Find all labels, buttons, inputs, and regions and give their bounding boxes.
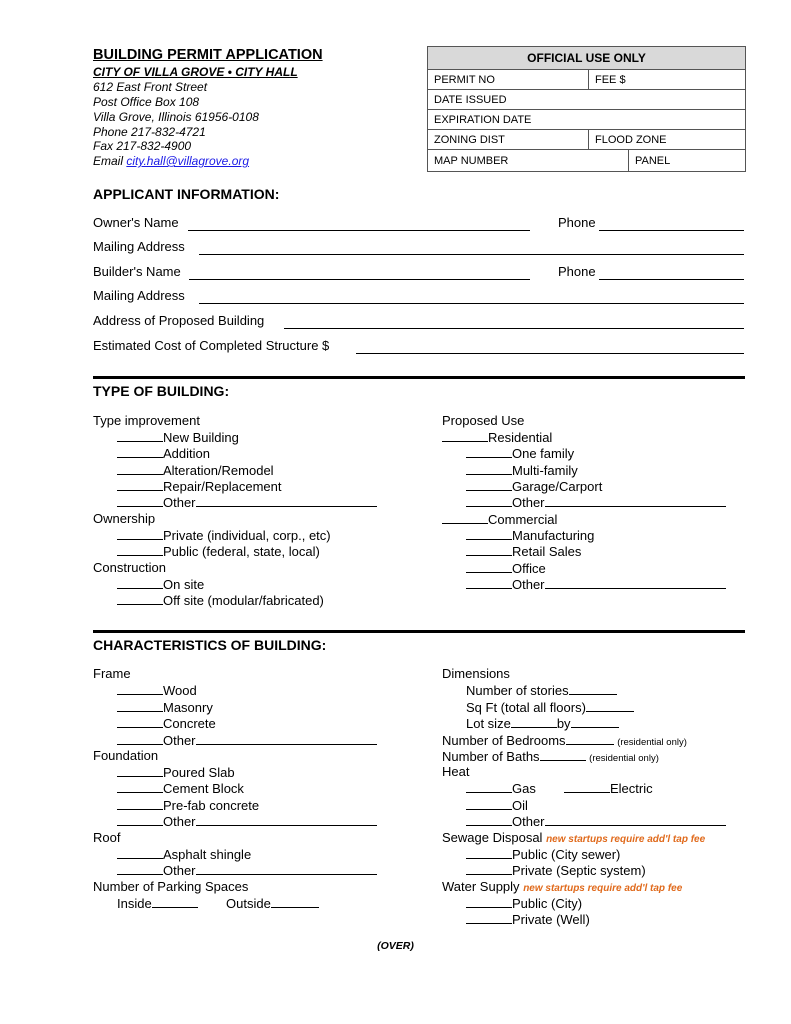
ownership-label: Ownership bbox=[93, 511, 156, 526]
city-state-zip: Villa Grove, Illinois 61956-0108 bbox=[93, 110, 259, 124]
wood-option[interactable]: Wood bbox=[117, 682, 197, 699]
garage-option[interactable]: Garage/Carport bbox=[466, 478, 602, 495]
commercial-option[interactable]: Commercial bbox=[442, 511, 557, 528]
heat-label: Heat bbox=[442, 764, 470, 779]
official-row-zoning bbox=[428, 129, 745, 150]
lot-size-field[interactable]: Lot size by bbox=[466, 715, 619, 732]
builder-phone-input[interactable] bbox=[599, 279, 744, 280]
applicant-info-heading: APPLICANT INFORMATION: bbox=[93, 186, 280, 202]
dimensions-label: Dimensions bbox=[442, 666, 510, 681]
owner-mailing-input[interactable] bbox=[199, 254, 744, 255]
residential-other-option[interactable]: Other bbox=[466, 494, 726, 511]
sewage-disposal-label: Sewage Disposal new startups require add'l tap fee bbox=[442, 830, 706, 845]
foundation-label: Foundation bbox=[93, 748, 159, 763]
phone-number: Phone 217-832-4721 bbox=[93, 125, 206, 139]
one-family-option[interactable]: One family bbox=[466, 445, 574, 462]
baths-field[interactable]: Number of Baths (residential only) bbox=[442, 749, 659, 764]
city-sewer-option[interactable]: Public (City sewer) bbox=[466, 846, 620, 863]
stories-field[interactable]: Number of stories bbox=[466, 682, 617, 699]
alteration-option[interactable]: Alteration/Remodel bbox=[117, 462, 274, 479]
fax-number: Fax 217-832-4900 bbox=[93, 139, 192, 153]
concrete-option[interactable]: Concrete bbox=[117, 715, 216, 732]
builder-phone-label: Phone bbox=[558, 264, 596, 279]
asphalt-shingle-option[interactable]: Asphalt shingle bbox=[117, 846, 251, 863]
official-row-map bbox=[428, 149, 745, 172]
roof-other-option[interactable]: Other bbox=[117, 862, 377, 879]
flood-zone-field[interactable]: FLOOD ZONE bbox=[588, 130, 745, 150]
proposed-address-label: Address of Proposed Building bbox=[93, 313, 265, 328]
retail-sales-option[interactable]: Retail Sales bbox=[466, 543, 581, 560]
water-supply-label: Water Supply new startups require add'l tap fee bbox=[442, 879, 683, 894]
proposed-use-label: Proposed Use bbox=[442, 413, 525, 428]
manufacturing-option[interactable]: Manufacturing bbox=[466, 527, 594, 544]
public-ownership-option[interactable]: Public (federal, state, local) bbox=[117, 543, 320, 560]
official-use-box bbox=[427, 46, 746, 172]
office-option[interactable]: Office bbox=[466, 560, 546, 577]
poured-slab-option[interactable]: Poured Slab bbox=[117, 764, 235, 781]
zoning-dist-field[interactable]: ZONING DIST bbox=[434, 134, 505, 146]
permit-no-field[interactable]: PERMIT NO bbox=[434, 74, 495, 86]
official-use-title: OFFICIAL USE ONLY bbox=[428, 47, 745, 69]
parking-outside-field[interactable]: Outside bbox=[226, 895, 319, 912]
sqft-field[interactable]: Sq Ft (total all floors) bbox=[466, 699, 634, 716]
owner-name-label: Owner's Name bbox=[93, 215, 179, 230]
foundation-other-option[interactable]: Other bbox=[117, 813, 377, 830]
addition-option[interactable]: Addition bbox=[117, 445, 210, 462]
cement-block-option[interactable]: Cement Block bbox=[117, 780, 244, 797]
date-issued-field[interactable]: DATE ISSUED bbox=[434, 94, 507, 106]
section-divider bbox=[93, 630, 745, 633]
private-ownership-option[interactable]: Private (individual, corp., etc) bbox=[117, 527, 331, 544]
multi-family-option[interactable]: Multi-family bbox=[466, 462, 578, 479]
estimated-cost-input[interactable] bbox=[356, 353, 744, 354]
form-title: BUILDING PERMIT APPLICATION bbox=[93, 47, 323, 63]
fee-field[interactable]: FEE $ bbox=[588, 70, 745, 90]
owner-mailing-label: Mailing Address bbox=[93, 239, 185, 254]
frame-other-option[interactable]: Other bbox=[117, 732, 377, 749]
commercial-other-option[interactable]: Other bbox=[466, 576, 726, 593]
builder-name-input[interactable] bbox=[189, 279, 530, 280]
heat-other-option[interactable]: Other bbox=[466, 813, 726, 830]
section-divider bbox=[93, 376, 745, 379]
email-link[interactable]: city.hall@villagrove.org bbox=[126, 154, 250, 168]
parking-inside-field[interactable]: Inside bbox=[117, 895, 198, 912]
map-number-field[interactable]: MAP NUMBER bbox=[434, 155, 509, 167]
repair-option[interactable]: Repair/Replacement bbox=[117, 478, 282, 495]
email-line bbox=[93, 154, 249, 169]
characteristics-heading: CHARACTERISTICS OF BUILDING: bbox=[93, 637, 327, 653]
expiration-date-field[interactable]: EXPIRATION DATE bbox=[434, 114, 532, 126]
construction-label: Construction bbox=[93, 560, 166, 575]
panel-field[interactable]: PANEL bbox=[628, 150, 745, 172]
sewage-tap-fee-note: new startups require add'l tap fee bbox=[546, 834, 706, 845]
builder-mailing-input[interactable] bbox=[199, 303, 744, 304]
onsite-option[interactable]: On site bbox=[117, 576, 204, 593]
street-address: 612 East Front Street bbox=[93, 80, 208, 94]
estimated-cost-label: Estimated Cost of Completed Structure $ bbox=[93, 338, 330, 353]
builder-name-label: Builder's Name bbox=[93, 264, 181, 279]
improvement-other-option[interactable]: Other bbox=[117, 494, 377, 511]
owner-phone-label: Phone bbox=[558, 215, 596, 230]
masonry-option[interactable]: Masonry bbox=[117, 699, 213, 716]
po-box: Post Office Box 108 bbox=[93, 95, 200, 109]
bedrooms-field[interactable]: Number of Bedrooms (residential only) bbox=[442, 733, 687, 748]
roof-label: Roof bbox=[93, 830, 121, 845]
electric-option[interactable]: Electric bbox=[564, 780, 653, 797]
septic-option[interactable]: Private (Septic system) bbox=[466, 862, 646, 879]
type-of-building-heading: TYPE OF BUILDING: bbox=[93, 383, 230, 399]
private-well-option[interactable]: Private (Well) bbox=[466, 911, 590, 928]
official-row-date bbox=[428, 89, 745, 110]
water-tap-fee-note: new startups require add'l tap fee bbox=[523, 883, 683, 894]
oil-option[interactable]: Oil bbox=[466, 797, 528, 814]
official-row-permit bbox=[428, 69, 745, 90]
owner-phone-input[interactable] bbox=[599, 230, 744, 231]
builder-mailing-label: Mailing Address bbox=[93, 288, 185, 303]
email-label: Email bbox=[93, 154, 124, 168]
offsite-option[interactable]: Off site (modular/fabricated) bbox=[117, 592, 324, 609]
over-indicator: (OVER) bbox=[377, 940, 414, 952]
type-improvement-label: Type improvement bbox=[93, 413, 200, 428]
public-water-option[interactable]: Public (City) bbox=[466, 895, 582, 912]
residential-option[interactable]: Residential bbox=[442, 429, 552, 446]
gas-option[interactable]: Gas bbox=[466, 780, 536, 797]
proposed-address-input[interactable] bbox=[284, 328, 744, 329]
official-row-expiration bbox=[428, 109, 745, 130]
owner-name-input[interactable] bbox=[188, 230, 530, 231]
new-building-option[interactable]: New Building bbox=[117, 429, 239, 446]
parking-spaces-label: Number of Parking Spaces bbox=[93, 879, 249, 894]
frame-label: Frame bbox=[93, 666, 131, 681]
city-hall-heading: CITY OF VILLA GROVE • CITY HALL bbox=[93, 65, 298, 79]
prefab-concrete-option[interactable]: Pre-fab concrete bbox=[117, 797, 259, 814]
